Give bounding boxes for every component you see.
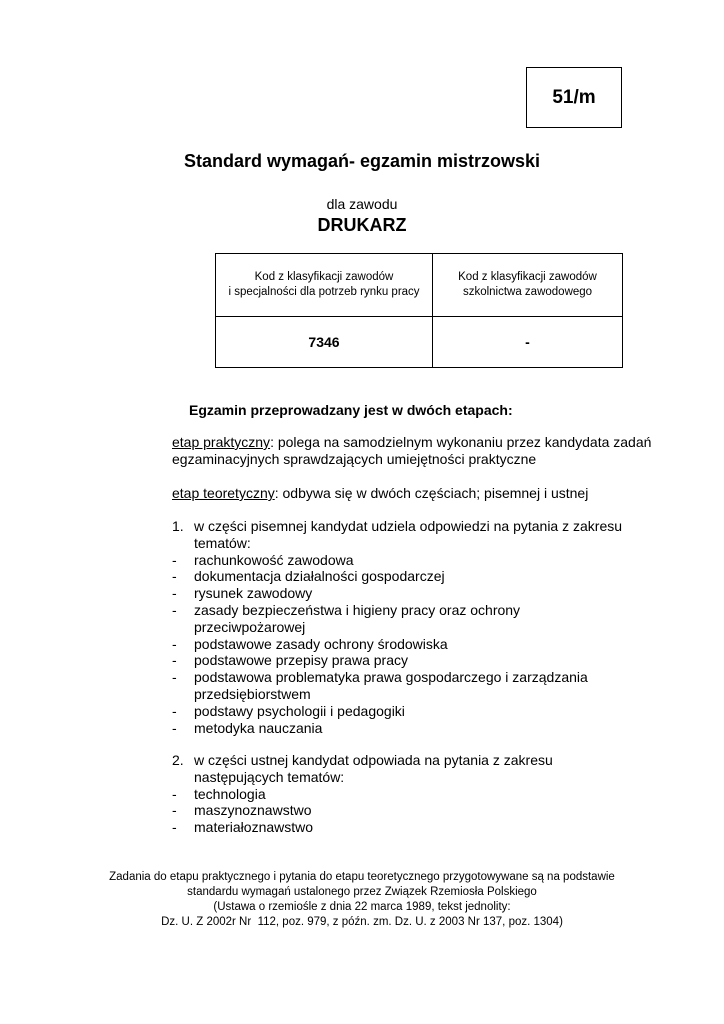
list-item: - podstawowe zasady ochrony środowiska — [172, 635, 448, 652]
classification-codes-table — [215, 253, 623, 368]
list-number: 2. — [172, 752, 184, 768]
footer-line: Zadania do etapu praktycznego i pytania do etapu teoretycznego przygotowywane są na podstawie — [109, 871, 615, 883]
footer-line: Dz. U. Z 2002r Nr 112, poz. 979, z późn. zm. Dz. U. z 2003 Nr 137, poz. 1304) — [161, 916, 563, 928]
document-code: 51/m — [552, 86, 596, 108]
list-item: - podstawowa problematyka prawa gospodarczego i zarządzania przedsiębiorstwem — [172, 669, 588, 702]
list-item — [172, 518, 634, 552]
theoretical-stage-text: : odbywa się w dwóch częściach; pisemnej i ustnej — [274, 485, 589, 501]
practical-stage-text: : polega na samodzielnym wykonaniu przez kandydata zadań egzaminacyjnych sprawdzających umiejętności praktyczne — [172, 434, 652, 467]
school-code-value: - — [433, 317, 623, 368]
list-item: - rachunkowość zawodowa — [172, 551, 354, 568]
list-item: - podstawowe przepisy prawa pracy — [172, 652, 408, 669]
list-item: - zasady bezpieczeństwa i higieny pracy oraz ochrony przeciwpożarowej — [172, 601, 521, 635]
written-part-intro: w części pisemnej kandydat udziela odpowiedzi na pytania z zakresu tematów: — [194, 518, 623, 551]
legal-footer — [0, 870, 724, 930]
oral-part-intro: w części ustnej kandydat odpowiada na pytania z zakresu następujących tematów: — [194, 752, 553, 785]
for-trade-label: dla zawodu — [326, 196, 398, 212]
list-item: - dokumentacja działalności gospodarczej — [172, 568, 445, 585]
theoretical-stage-paragraph — [172, 485, 652, 502]
labor-market-code-value: 7346 — [216, 317, 433, 368]
practical-stage-label: etap praktyczny — [172, 434, 271, 450]
footer-line: (Ustawa o rzemiośle z dnia 22 marca 1989, tekst jednolity: — [213, 901, 511, 913]
header-school-code: Kod z klasyfikacji zawodów szkolnictwa zawodowego — [433, 254, 623, 317]
oral-part-list — [172, 752, 634, 836]
document-title: Standard wymagań- egzamin mistrzowski — [183, 151, 541, 171]
header-labor-market-code: Kod z klasyfikacji zawodów i specjalności dla potrzeb rynku pracy — [216, 254, 433, 317]
list-item — [172, 752, 634, 786]
list-item: - technologia — [172, 785, 266, 802]
table-header-row — [216, 254, 623, 317]
table-value-row — [216, 317, 623, 368]
list-item: - maszynoznawstwo — [172, 802, 312, 819]
written-part-list — [172, 518, 634, 736]
theoretical-stage-label: etap teoretyczny — [172, 485, 275, 501]
list-item: - materiałoznawstwo — [172, 819, 314, 836]
list-item: - metodyka nauczania — [172, 719, 323, 736]
trade-name: DRUKARZ — [317, 215, 407, 235]
list-number: 1. — [172, 518, 184, 534]
list-item: - rysunek zawodowy — [172, 585, 313, 602]
document-code-box — [526, 67, 622, 128]
exam-stages-heading: Egzamin przeprowadzany jest w dwóch etapach: — [189, 402, 513, 418]
footer-line: standardu wymagań ustalonego przez Związek Rzemiosła Polskiego — [187, 886, 537, 898]
list-item: - podstawy psychologii i pedagogiki — [172, 702, 405, 719]
practical-stage-paragraph — [172, 434, 652, 468]
